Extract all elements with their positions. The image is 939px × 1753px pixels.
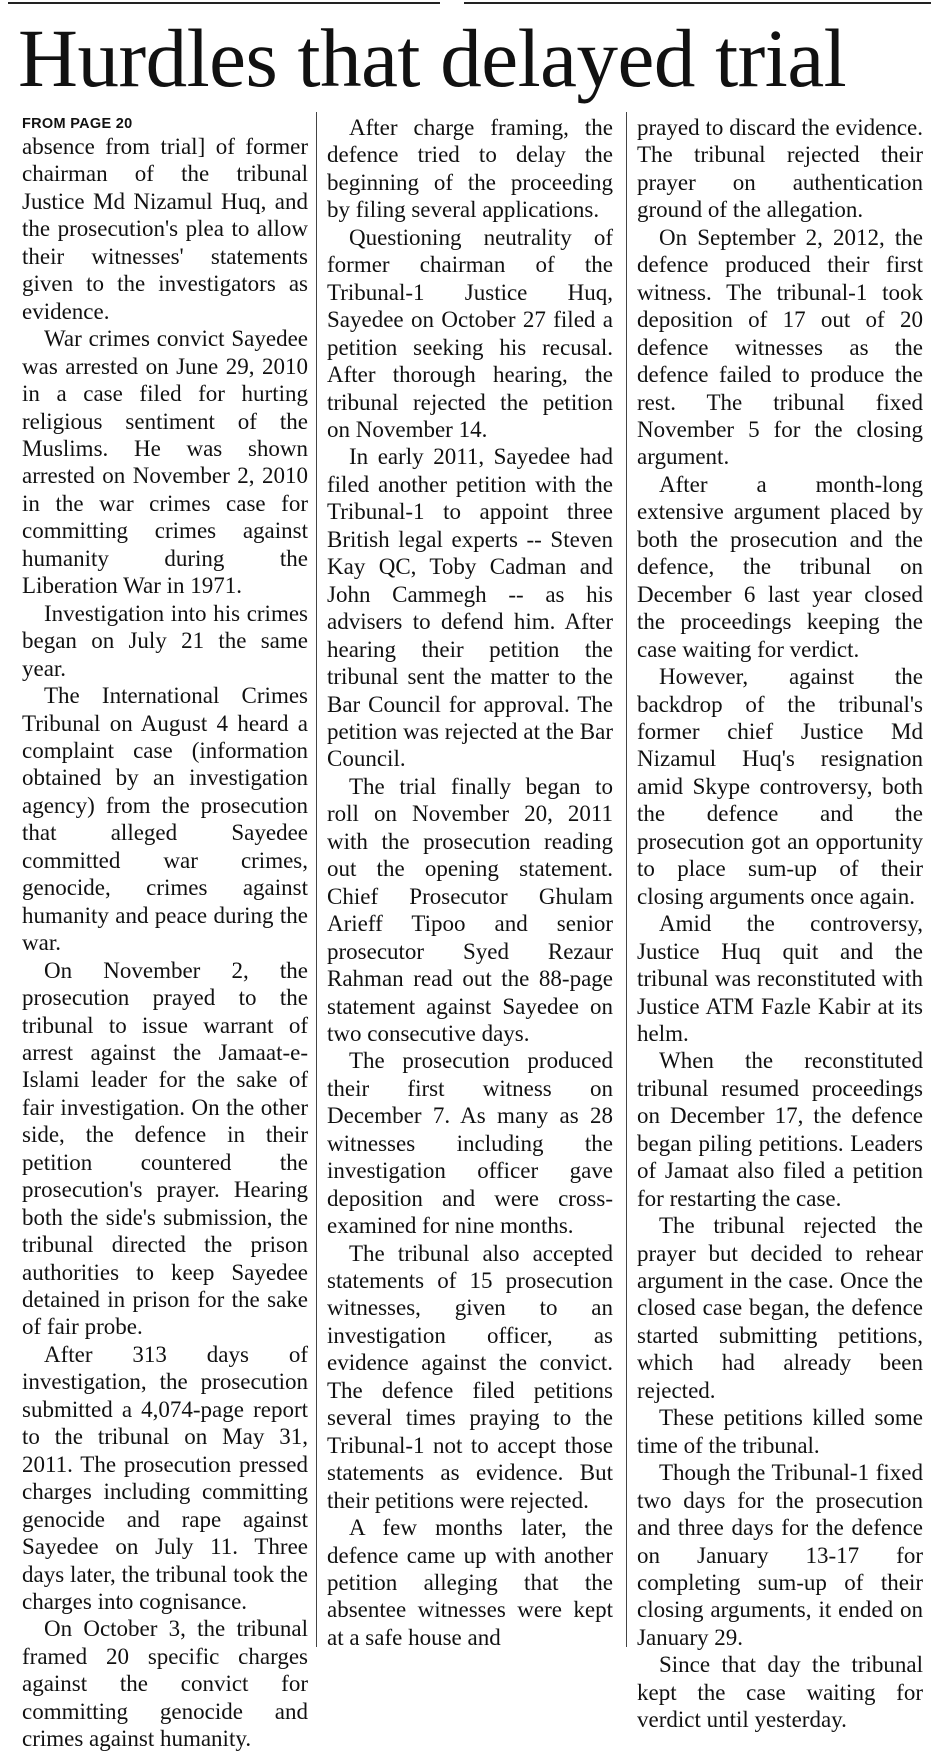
paragraph: On September 2, 2012, the defence produced their first witness. The tribunal-1 took deposition of 17 out of 20 defence witnesses as the defence failed to produce the rest. The tribunal fixed November 5 for the closing argument. <box>637 224 923 470</box>
article-column-1 <box>22 116 308 1752</box>
paragraph: Investigation into his crimes began on July 21 the same year. <box>22 600 308 681</box>
headline: Hurdles that delayed trial <box>18 12 847 104</box>
column-rule <box>626 112 627 1647</box>
article-column-2 <box>327 114 613 1650</box>
paragraph: Amid the controversy, Justice Huq quit and the tribunal was reconstituted with Justice ATM Fazle Kabir at its helm. <box>637 911 923 1046</box>
paragraph: A few months later, the defence came up with another petition alleging that the absentee witnesses were kept at a safe house and <box>327 1515 613 1650</box>
paragraph: Questioning neutrality of former chairman of the Tribunal-1 Justice Huq, Sayedee on October 27 filed a petition seeking his recusal. After thorough hearing, the tribunal rejected the petition on November 14. <box>327 224 613 442</box>
paragraph: On October 3, the tribunal framed 20 specific charges against the convict for committing genocide and crimes against humanity. <box>22 1616 308 1752</box>
jump-label: FROM PAGE 20 <box>22 116 133 132</box>
paragraph: After 313 days of investigation, the prosecution submitted a 4,074-page report to the tribunal on May 31, 2011. The prosecution pressed charges including committing genocide and rape against Sayedee on July 11. Three days later, the tribunal took the charges into cognisance. <box>22 1341 308 1615</box>
paragraph: However, against the backdrop of the tribunal's former chief Justice Md Nizamul Huq's resignation amid Skype controversy, both the defence and the prosecution got an opportunity to place sum-up of their closing arguments once again. <box>637 664 923 909</box>
paragraph: In early 2011, Sayedee had filed another petition with the Tribunal-1 to appoint three British legal experts -- Steven Kay QC, Toby Cadman and John Cammegh -- as his advisers to defend him. After hearing their petition the tribunal sent the matter to the Bar Council for approval. The petition was rejected at the Bar Council. <box>327 444 613 772</box>
paragraph: The prosecution produced their first witness on December 7. As many as 28 witnesses including the investigation officer gave deposition and were cross-examined for nine months. <box>327 1048 613 1239</box>
paragraph: After a month-long extensive argument placed by both the prosecution and the defence, the tribunal on December 6 last year closed the proceedings keeping the case waiting for verdict. <box>637 471 923 662</box>
paragraph: After charge framing, the defence tried to delay the beginning of the proceeding by filing several applications. <box>327 115 613 223</box>
paragraph: Since that day the tribunal kept the case waiting for verdict until yesterday. <box>637 1652 923 1733</box>
article-column-3 <box>637 114 923 1733</box>
paragraph: War crimes convict Sayedee was arrested on June 29, 2010 in a case filed for hurting religious sentiment of the Muslims. He was shown arrested on November 2, 2010 in the war crimes case for committing crimes against humanity during the Liberation War in 1971. <box>22 326 308 599</box>
paragraph: When the reconstituted tribunal resumed proceedings on December 17, the defence began piling petitions. Leaders of Jamaat also filed a petition for restarting the case. <box>637 1048 923 1211</box>
paragraph: Though the Tribunal-1 fixed two days for the prosecution and three days for the defence on January 13-17 for completing sum-up of their closing arguments, it ended on January 29. <box>637 1460 923 1650</box>
column-rule <box>316 112 317 1647</box>
paragraph: absence from trial] of former chairman of the tribunal Justice Md Nizamul Huq, and the prosecution's plea to allow their witnesses' statements given to the investigators as evidence. <box>22 134 308 324</box>
paragraph: prayed to discard the evidence. The tribunal rejected their prayer on authentication ground of the allegation. <box>637 115 923 223</box>
paragraph: The tribunal rejected the prayer but decided to rehear argument in the case. Once the closed case began, the defence started submitting petitions, which had already been rejected. <box>637 1213 923 1403</box>
top-rule-break <box>440 0 464 6</box>
top-rule <box>8 2 931 4</box>
paragraph: On November 2, the prosecution prayed to the tribunal to issue warrant of arrest against the Jamaat-e-Islami leader for the sake of fair investigation. On the other side, the defence in their petition countered the prosecution's prayer. Hearing both the side's submission, the tribunal directed the prison authorities to keep Sayedee detained in prison for the sake of fair probe. <box>22 957 308 1340</box>
paragraph: The International Crimes Tribunal on August 4 heard a complaint case (information obtained by an investigation agency) from the prosecution that alleged Sayedee committed war crimes, genocide, crimes against humanity and peace during the war. <box>22 683 308 956</box>
paragraph: The trial finally began to roll on November 20, 2011 with the prosecution reading out the opening statement. Chief Prosecutor Ghulam Arieff Tipoo and senior prosecutor Syed Rezaur Rahman read out the 88-page statement against Sayedee on two consecutive days. <box>327 773 613 1046</box>
paragraph: The tribunal also accepted statements of 15 prosecution witnesses, given to an investigation officer, as evidence against the convict. The defence filed petitions several times praying to the Tribunal-1 not to accept those statements as evidence. But their petitions were rejected. <box>327 1240 613 1513</box>
paragraph: These petitions killed some time of the tribunal. <box>637 1405 923 1458</box>
